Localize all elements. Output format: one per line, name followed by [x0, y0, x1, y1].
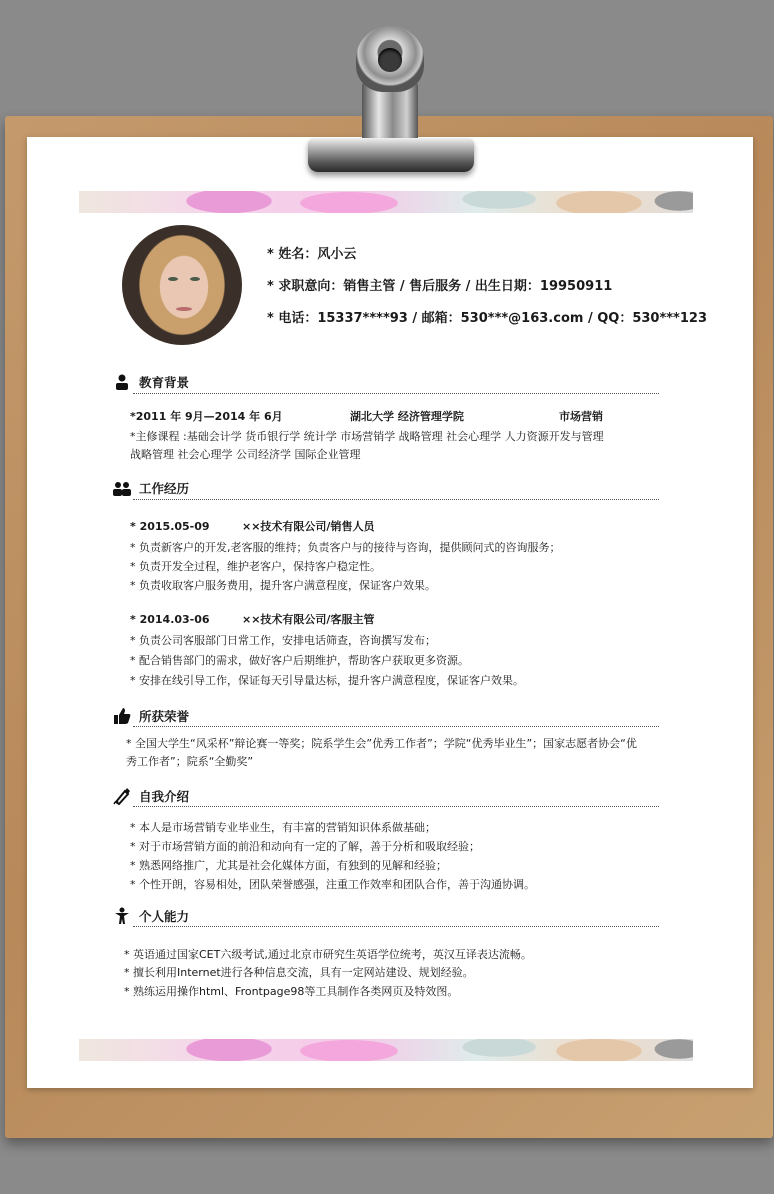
job-company: ××技术有限公司/客服主管: [242, 613, 375, 626]
edu-courses: *主修课程 :基础会计学 货币银行学 统计学 市场营销学 战略管理 社会心理学 人力资源开发与管理: [130, 430, 604, 443]
pen-icon: [113, 787, 131, 805]
avatar-eye: [190, 277, 200, 281]
edu-courses: 战略管理 社会心理学 公司经济学 国际企业管理: [130, 448, 361, 461]
intro-line: * 对于市场营销方面的前沿和动向有一定的了解，善于分析和吸取经验；: [130, 840, 480, 853]
edu-period: *2011 年 9月—2014 年 6月: [130, 410, 283, 423]
job-duty: * 负责新客户的开发,老客服的维持；负责客户与的接待与咨询，提供顾问式的咨询服务；: [130, 541, 561, 554]
job-company: ××技术有限公司/销售人员: [242, 520, 375, 533]
skill-line: * 擅长利用Internet进行各种信息交流，具有一定网站建设、规划经验。: [124, 966, 474, 979]
job-duty: * 负责公司客服部门日常工作，安排电话筛查，咨询撰写发布；: [130, 634, 436, 647]
section-title-skills: [113, 907, 189, 925]
intro-line: * 熟悉网络推广，尤其是社会化媒体方面，有独到的见解和经验；: [130, 859, 447, 872]
thumbs-up-icon: [113, 707, 131, 725]
job-duty: * 负责收取客户服务费用，提升客户满意程度，保证客户效果。: [130, 579, 436, 592]
section-title-label: 工作经历: [139, 481, 190, 496]
divider: [133, 393, 659, 394]
intro-line: * 个性开朗，容易相处，团队荣誉感强，注重工作效率和团队合作，善于沟通协调。: [130, 878, 535, 891]
clip-ring: [356, 26, 424, 92]
section-title-label: 所获荣誉: [139, 709, 190, 724]
avatar-mouth: [176, 307, 192, 311]
divider: [133, 806, 659, 807]
name-line: * 姓名：风小云: [267, 247, 357, 262]
skill-line: * 英语通过国家CET六级考试,通过北京市研究生英语学位统考，英汉互译表达流畅。: [124, 948, 532, 961]
floral-band-top: [79, 191, 693, 213]
resume-paper: [27, 137, 753, 1088]
job-date: * 2015.05-09: [130, 520, 210, 533]
section-title-work: [113, 479, 189, 497]
edu-school: 湖北大学 经济管理学院: [350, 410, 464, 423]
avatar: [122, 225, 242, 345]
job-duty: * 安排在线引导工作，保证每天引导量达标，提升客户满意程度，保证客户效果。: [130, 674, 524, 687]
section-title-label: 教育背景: [139, 375, 190, 390]
honors-text: 秀工作者”；院系“全勤奖”: [126, 755, 254, 768]
honors-text: * 全国大学生“风采杯”辩论赛一等奖；院系学生会”优秀工作者”；学院“优秀毕业生”；国家志愿者协会“优: [126, 737, 637, 750]
job-duty: * 负责开发全过程，维护老客户，保持客户稳定性。: [130, 560, 381, 573]
section-title-intro: [113, 787, 189, 805]
people-icon: [113, 479, 131, 497]
person-standing-icon: [113, 907, 131, 925]
floral-band-bottom: [79, 1039, 693, 1061]
intent-line: * 求职意向：销售主管 / 售后服务 / 出生日期：19950911: [267, 279, 613, 294]
section-title-label: 个人能力: [139, 909, 190, 924]
divider: [133, 499, 659, 500]
divider: [133, 726, 659, 727]
section-title-honors: [113, 707, 189, 725]
edu-major: 市场营销: [559, 410, 603, 423]
avatar-eye: [168, 277, 178, 281]
divider: [133, 926, 659, 927]
clip-bar: [308, 138, 474, 172]
section-title-education: [113, 373, 189, 391]
skill-line: * 熟练运用操作html、Frontpage98等工具制作各类网页及特效图。: [124, 985, 459, 998]
section-title-label: 自我介绍: [139, 789, 190, 804]
job-duty: * 配合销售部门的需求，做好客户后期维护，帮助客户获取更多资源。: [130, 654, 469, 667]
intro-line: * 本人是市场营销专业毕业生，有丰富的营销知识体系做基础；: [130, 821, 436, 834]
job-date: * 2014.03-06: [130, 613, 210, 626]
person-icon: [113, 373, 131, 391]
contact-line: * 电话：15337****93 / 邮箱：530***@163.com / QQ：530***123: [267, 311, 707, 326]
